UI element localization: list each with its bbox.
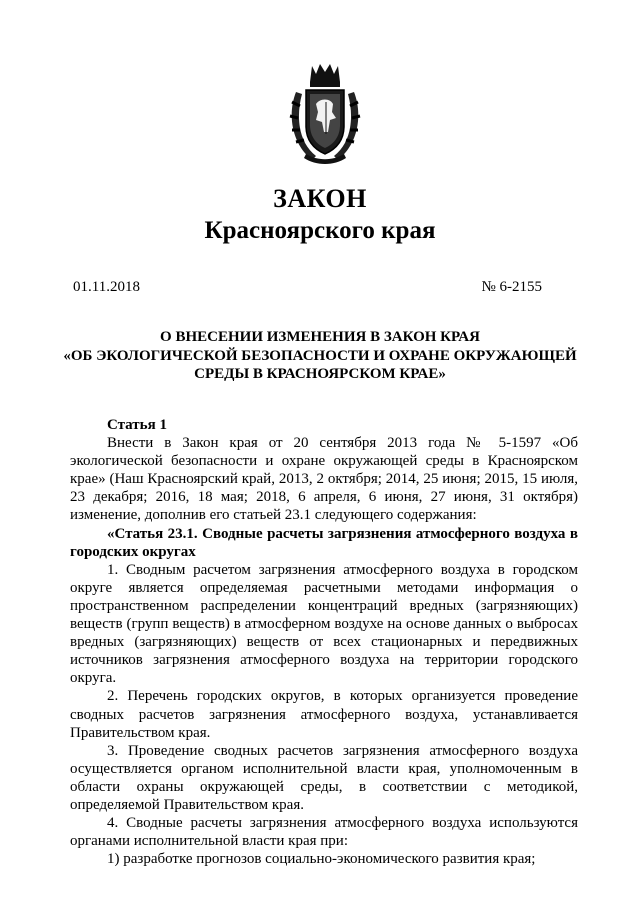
document-date: 01.11.2018 (73, 279, 140, 295)
article-item: 1) разработке прогнозов социально-экономического развития края; (107, 851, 536, 868)
article-item: 4. Сводные расчеты загрязнения атмосферного воздуха используются органами исполнительной власти края при: (70, 815, 578, 850)
document-type: ЗАКОН (273, 184, 367, 213)
document-number: № 6-2155 (481, 279, 542, 295)
law-title-line: «ОБ ЭКОЛОГИЧЕСКОЙ БЕЗОПАСНОСТИ И ОХРАНЕ ОКРУЖАЮЩЕЙ (63, 347, 577, 364)
law-title-line: СРЕДЫ В КРАСНОЯРСКОМ КРАЕ» (194, 366, 446, 382)
new-article-heading: «Статья 23.1. Сводные расчеты загрязнения атмосферного воздуха в городских округах (70, 525, 578, 560)
document-body (70, 416, 578, 868)
article-intro: Внести в Закон края от 20 сентября 2013 года № 5-1597 «Об экологической безопасности и охране окружающей среды в Красноярском крае» (Наш Красноярский край, 2013, 2 октября; 2014, 25 июня; 2015, 15 июля, 23 декабря; 2016, 18 мая; 2018, 6 апреля, 6 июня, 27 июня, 31 октября) изменение, дополнив его статьей 23.1 следующего содержания: (70, 435, 578, 524)
article-item: 2. Перечень городских округов, в которых организуется проведение сводных расчетов загрязнения атмосферного воздуха, устанавливается Правительством края. (70, 688, 578, 741)
article-item: 1. Сводным расчетом загрязнения атмосферного воздуха в городском округе является определяемая расчетными методами информация о пространственном распределении концентраций вредных (загрязняющих) веществ (групп веществ) в атмосферном воздухе на основе данных о выбросах вредных (загрязняющих) веществ от всех стационарных и передвижных источников загрязнения атмосферного воздуха на территории городского округа. (70, 561, 578, 687)
article-heading: Статья 1 (107, 417, 167, 433)
law-title (60, 328, 580, 384)
law-title-line: О ВНЕСЕНИИ ИЗМЕНЕНИЯ В ЗАКОН КРАЯ (160, 329, 480, 345)
article-item: 3. Проведение сводных расчетов загрязнения атмосферного воздуха осуществляется органом исполнительной власти края, уполномоченным в области охраны окружающей среды, в соответствии с методикой, определяемой Правительством края. (70, 742, 578, 813)
document-issuer: Красноярского края (204, 217, 436, 244)
coat-of-arms-icon (286, 62, 364, 168)
